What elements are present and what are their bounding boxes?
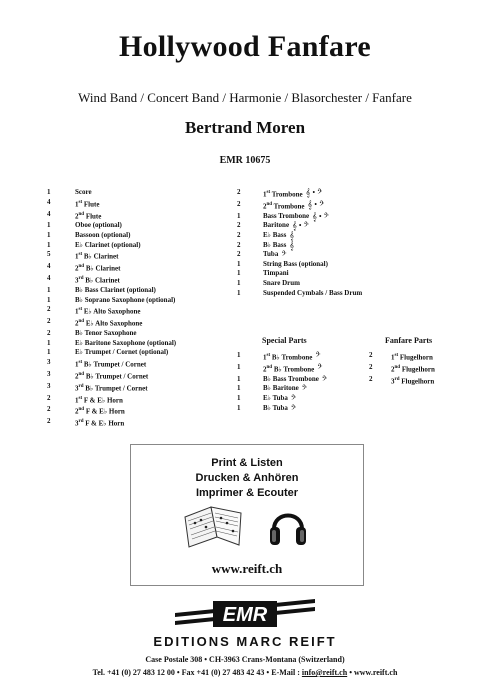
part-row [237,200,362,212]
part-name: 1st Trombone [263,190,303,199]
part-name: 3rd B♭ Clarinet [75,276,120,285]
publisher-name: EDITIONS MARC REIFT [153,634,337,649]
part-quantity: 1 [237,362,241,371]
part-name: String Bass (optional) [263,259,328,268]
part-name: B♭ Baritone [263,384,299,393]
part-quantity: 1 [237,279,241,287]
part-quantity: 1 [237,384,241,393]
part-quantity: 2 [237,221,241,230]
clef-icon: 𝄞 • 𝄢 [292,221,309,231]
publisher-contact: Tel. +41 (0) 27 483 12 00 • Fax +41 (0) 27 483 42 43 • E-Mail : info@reift.ch • www.reift.ch [92,668,398,677]
headphones-icon [269,503,307,551]
print-listen-box[interactable] [130,444,364,586]
part-quantity: 1 [47,231,51,240]
part-name: 2nd B♭ Clarinet [75,264,121,273]
part-row [369,363,435,375]
part-row [47,198,176,210]
clef-icon: 𝄞 [289,231,295,241]
clef-icon: 𝄞 [289,240,295,250]
clef-icon: 𝄢 [290,403,297,413]
part-quantity: 1 [47,295,51,304]
part-name: E♭ Trumpet / Cornet (optional) [75,348,169,357]
part-quantity: 4 [47,209,51,218]
part-name: 3rd B♭ Trumpet / Cornet [75,383,148,392]
part-row [47,221,176,231]
part-quantity: 1 [237,351,241,359]
part-row [237,212,362,222]
part-quantity: 1 [237,403,241,412]
part-quantity: 1 [47,338,51,347]
part-name: 2nd E♭ Alto Saxophone [75,319,143,328]
promo-url[interactable]: www.reift.ch [211,561,283,576]
part-quantity: 2 [47,405,51,414]
part-quantity: 2 [47,317,51,326]
part-quantity: 3 [47,369,51,378]
part-quantity: 1 [47,221,51,230]
part-quantity: 2 [237,250,241,259]
clef-icon: 𝄢 [290,394,297,404]
part-name: Score [75,188,92,196]
part-name: B♭ Bass Clarinet (optional) [75,285,156,294]
part-name: 2nd F & E♭ Horn [75,407,125,416]
fanfare-parts-list [369,351,435,387]
promo-line-imprimer: Imprimer & Ecouter [195,487,299,499]
part-quantity: 3 [47,357,51,366]
clef-icon: 𝄢 [281,250,287,260]
part-row [47,274,176,286]
part-row [47,370,176,382]
part-row [237,279,362,289]
part-row [237,375,327,385]
part-name: 1st B♭ Trumpet / Cornet [75,359,147,369]
part-quantity: 5 [47,250,51,259]
part-row [237,260,362,270]
part-quantity: 1 [237,259,241,268]
parts-list-left [47,188,176,429]
part-name: Timpani [263,269,289,278]
part-row [237,241,362,251]
part-row [47,296,176,306]
part-name: 2nd B♭ Trombone [263,364,315,374]
part-name: 3rd F & E♭ Horn [75,419,125,428]
part-quantity: 1 [237,374,241,383]
part-name: 1st E♭ Alto Saxophone [75,307,141,316]
part-quantity: 2 [237,188,241,196]
part-row [47,382,176,394]
part-quantity: 3 [47,381,51,390]
part-row [237,250,362,260]
clef-icon: 𝄢 [315,351,321,360]
part-row [369,351,435,363]
part-row [237,231,362,241]
part-name: E♭ Baritone Saxophone (optional) [75,338,177,347]
part-name: 2nd Flugelhorn [391,364,435,374]
clef-icon: 𝄞 • 𝄢 [305,188,323,197]
part-row [47,348,176,358]
part-name: B♭ Tenor Saxophone [75,329,137,338]
part-row [47,231,176,241]
part-name: E♭ Tuba [263,394,288,403]
part-quantity: 4 [47,262,51,271]
part-row [237,351,327,363]
part-quantity: 4 [47,197,51,206]
part-row [237,363,327,375]
special-parts-heading: Special Parts [262,336,307,345]
part-row [47,210,176,222]
fanfare-parts-heading: Fanfare Parts [385,336,433,345]
part-quantity: 2 [237,231,241,240]
part-quantity: 2 [369,351,373,359]
part-row [47,339,176,349]
special-parts-list [237,351,327,413]
part-row [47,405,176,417]
part-row [47,188,176,198]
part-row [47,286,176,296]
part-name: B♭ Bass Trombone [263,374,319,383]
edition-number: EMR 10675 [219,155,271,166]
part-row [237,384,327,394]
email-link[interactable]: info@reift.ch [301,668,348,677]
part-quantity: 1 [237,288,241,297]
part-quantity: 2 [237,199,241,208]
part-quantity: 1 [237,394,241,403]
part-row [47,358,176,370]
part-row [47,241,176,251]
instrumentation-subtitle: Wind Band / Concert Band / Harmonie / Blasorchester / Fanfare [78,90,412,105]
part-quantity: 2 [47,329,51,338]
part-name: Snare Drum [263,279,301,287]
part-name: 1st B♭ Trombone [263,353,313,362]
part-quantity: 1 [47,240,51,249]
part-name: Suspended Cymbals / Bass Drum [263,288,363,297]
part-row [369,375,435,387]
part-name: 1st F & E♭ Horn [75,395,123,404]
part-name: E♭ Clarinet (optional) [75,240,141,249]
part-quantity: 2 [47,393,51,402]
part-quantity: 1 [47,348,51,357]
part-quantity: 2 [237,240,241,249]
promo-line-print-listen: Print & Listen [211,457,283,469]
part-quantity: 4 [47,274,51,283]
part-quantity: 1 [237,211,241,220]
part-name: Bass Trombone [263,211,310,220]
part-row [47,417,176,429]
part-quantity: 2 [47,417,51,426]
part-row [47,329,176,339]
clef-icon: 𝄞 • 𝄢 [307,199,325,209]
logo-emblem-text: EMR [222,604,268,626]
part-row [47,394,176,406]
part-row [237,289,362,299]
clef-icon: 𝄢 [321,374,327,384]
part-name: 2nd Trombone [263,201,305,211]
part-name: Tuba [263,250,279,259]
part-row [237,269,362,279]
part-quantity: 2 [369,374,373,383]
part-name: 3rd Flugelhorn [391,376,435,386]
part-name: B♭ Soprano Saxophone (optional) [75,295,176,304]
part-row [237,221,362,231]
promo-line-drucken: Drucken & Anhören [195,472,299,484]
part-quantity: 1 [237,269,241,278]
part-quantity: 1 [47,188,51,196]
part-name: 1st Flute [75,199,100,208]
clef-icon: 𝄢 [317,362,323,372]
part-name: 2nd Flute [75,211,102,220]
part-name: 1st Flugelhorn [391,353,433,362]
part-row [47,262,176,274]
clef-icon: 𝄞 • 𝄢 [312,211,329,221]
part-quantity: 1 [47,285,51,294]
part-row [47,250,176,262]
part-row [47,305,176,317]
part-name: B♭ Tuba [263,403,288,412]
part-quantity: 2 [369,362,373,371]
part-name: Baritone [263,221,290,230]
emr-logo-icon [0,593,490,633]
part-name: E♭ Bass [263,231,287,240]
part-row [237,394,327,404]
part-name: 2nd B♭ Trumpet / Cornet [75,371,149,381]
parts-list-middle [237,188,362,298]
part-row [237,188,362,200]
composer-name: Bertrand Moren [184,118,306,137]
part-quantity: 2 [47,305,51,314]
clef-icon: 𝄢 [301,384,307,394]
part-name: B♭ Bass [263,240,287,249]
part-name: 1st B♭ Clarinet [75,252,119,261]
publisher-address: Case Postale 308 • CH-3963 Crans-Montana (Switzerland) [145,655,345,664]
part-row [47,317,176,329]
sheet-music-icon [181,505,247,550]
page-title: Hollywood Fanfare [118,30,372,63]
part-name: Bassoon (optional) [75,231,131,240]
part-row [237,404,327,414]
part-name: Oboe (optional) [75,221,122,230]
